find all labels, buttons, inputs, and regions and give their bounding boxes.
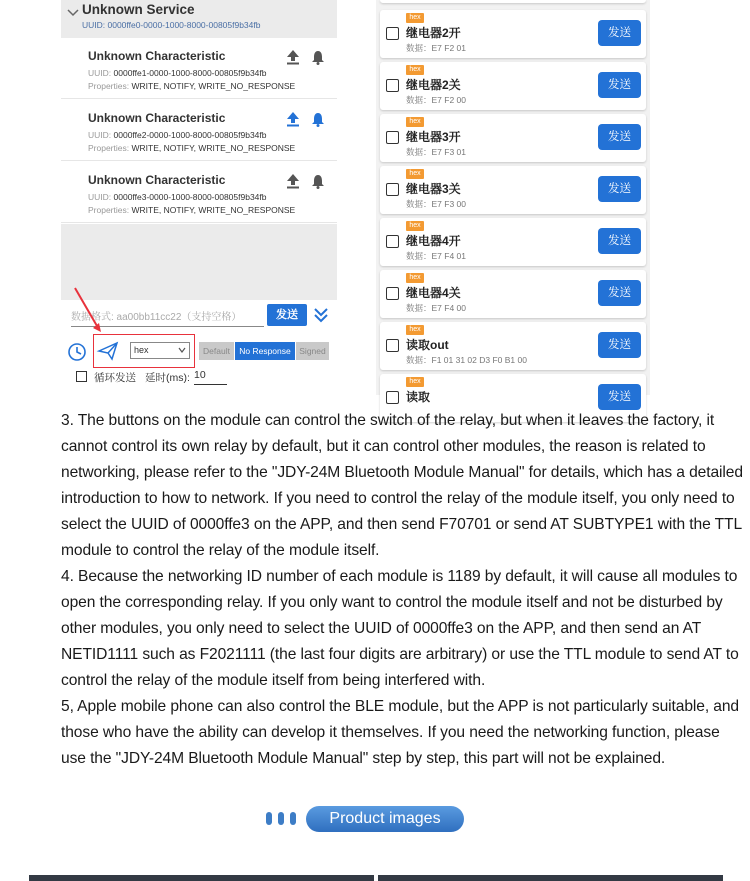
dot: [278, 812, 284, 825]
command-card: [380, 62, 646, 110]
characteristic-name: Unknown Characteristic: [88, 111, 226, 125]
characteristic-name: Unknown Characteristic: [88, 49, 226, 63]
command-name: 继电器4开: [406, 234, 461, 248]
characteristic-name: Unknown Characteristic: [88, 173, 226, 187]
command-send-button[interactable]: 发送: [598, 332, 641, 358]
command-name: 读取: [406, 390, 431, 404]
command-send-button[interactable]: 发送: [598, 72, 641, 98]
service-header[interactable]: [61, 0, 337, 38]
hex-tag: hex: [406, 169, 424, 179]
section-banner: Product images: [306, 806, 464, 832]
format-value: hex: [134, 345, 149, 355]
bell-icon[interactable]: [311, 173, 325, 189]
instructions-text: [61, 408, 745, 772]
delay-input[interactable]: 10: [194, 369, 227, 385]
command-data: 数据：E7 F2 00: [406, 95, 467, 105]
command-send-button[interactable]: 发送: [598, 384, 641, 410]
paragraph: 4. Because the networking ID number of each module is 1189 by default, it will cause all modules to open the corresponding relay. If you only want to control the module itself and not be disturbed by other modules, you only need to select the UUID of 0000ffe3 on the APP, and then send an AT NETID1111 such as F2021111 (the last four digits are arbitrary) or use the TTL module to send AT to control the relay of the module itself from being interfered with.: [61, 568, 739, 689]
write-mode-signed[interactable]: Signed: [296, 342, 329, 360]
command-name: 继电器2关: [406, 78, 461, 92]
hex-tag: hex: [406, 273, 424, 283]
double-chevron-down-icon[interactable]: [313, 306, 329, 324]
command-send-button[interactable]: 发送: [598, 176, 641, 202]
characteristic-properties: Properties: WRITE, NOTIFY, WRITE_NO_RESPONSE: [88, 143, 296, 153]
bell-icon[interactable]: [311, 111, 325, 127]
command-checkbox[interactable]: [386, 79, 399, 92]
command-send-button[interactable]: 发送: [598, 280, 641, 306]
command-checkbox[interactable]: [386, 391, 399, 404]
command-send-button[interactable]: 发送: [598, 20, 641, 46]
command-name: 继电器3开: [406, 130, 461, 144]
command-data: 数据：E7 F3 01: [406, 147, 467, 157]
image-edge-left: [29, 875, 374, 881]
hex-tag: hex: [406, 325, 424, 335]
characteristic-item[interactable]: [61, 100, 337, 161]
data-input[interactable]: 数据格式: aa00bb11cc22（支持空格）: [71, 309, 264, 327]
command-send-button[interactable]: 发送: [598, 228, 641, 254]
annotation-arrow: [61, 280, 121, 340]
chevron-down-icon: [178, 346, 186, 354]
loop-send-checkbox[interactable]: [76, 371, 87, 382]
paragraph: 5, Apple mobile phone can also control the BLE module, but the APP is not particularly suitable, and those who have the ability can develop it themselves. If you need the networking function, please use the "JDY-24M Bluetooth Module Manual" step by step, this part will not be explained.: [61, 698, 740, 767]
paper-plane-icon[interactable]: [97, 340, 119, 362]
write-mode-no-response[interactable]: No Response: [235, 342, 295, 360]
characteristic-uuid: UUID: 0000ffe1-0000-1000-8000-00805f9b34fb: [88, 68, 267, 78]
hex-tag: hex: [406, 13, 424, 23]
chevron-down-icon: [67, 8, 79, 18]
command-data: 数据：E7 F2 01: [406, 43, 467, 53]
upload-icon[interactable]: [286, 173, 300, 189]
upload-icon[interactable]: [286, 111, 300, 127]
command-data: 数据：E7 F4 01: [406, 251, 467, 261]
write-mode-default[interactable]: Default: [199, 342, 234, 360]
characteristic-item[interactable]: [61, 162, 337, 223]
command-checkbox[interactable]: [386, 183, 399, 196]
command-name: 继电器2开: [406, 26, 461, 40]
characteristic-uuid: UUID: 0000ffe3-0000-1000-8000-00805f9b34fb: [88, 192, 267, 202]
service-uuid: UUID: 0000ffe0-0000-1000-8000-00805f9b34fb: [82, 20, 261, 30]
command-card: [380, 322, 646, 370]
loop-send-label: 循环发送: [94, 372, 136, 384]
command-name: 继电器4关: [406, 286, 461, 300]
bell-icon[interactable]: [311, 49, 325, 65]
command-data: 数据：E7 F4 00: [406, 303, 467, 313]
command-checkbox[interactable]: [386, 287, 399, 300]
command-checkbox[interactable]: [386, 235, 399, 248]
command-card: [380, 218, 646, 266]
dot: [290, 812, 296, 825]
clock-icon[interactable]: [67, 342, 87, 362]
characteristic-properties: Properties: WRITE, NOTIFY, WRITE_NO_RESPONSE: [88, 205, 296, 215]
characteristic-properties: Properties: WRITE, NOTIFY, WRITE_NO_RESPONSE: [88, 81, 296, 91]
paragraph: 3. The buttons on the module can control the switch of the relay, but when it leaves the factory, it cannot control its own relay by default, but it can control other modules, the reason is related to networking, please refer to the "JDY-24M Bluetooth Module Manual" for details, which has a detailed introduction to how to network. If you need to control the relay of the module itself, you only need to select the UUID of 0000ffe3 on the APP, and then send F70701 or send AT SUBTYPE1 with the TTL module to control the relay of the module itself.: [61, 412, 743, 559]
dot: [266, 812, 272, 825]
command-card: [380, 166, 646, 214]
image-edge-right: [378, 875, 723, 881]
service-title: Unknown Service: [82, 2, 195, 17]
command-card: [380, 270, 646, 318]
card-partial: [380, 0, 646, 3]
hex-tag: hex: [406, 221, 424, 231]
hex-tag: hex: [406, 377, 424, 387]
format-select[interactable]: [130, 342, 190, 359]
command-checkbox[interactable]: [386, 131, 399, 144]
command-card: [380, 114, 646, 162]
command-checkbox[interactable]: [386, 339, 399, 352]
command-data: 数据：E7 F3 00: [406, 199, 467, 209]
app-screenshot-left: [61, 0, 337, 395]
command-checkbox[interactable]: [386, 27, 399, 40]
command-name: 读取out: [406, 338, 449, 352]
app-screenshot-right: [376, 0, 650, 404]
send-button[interactable]: 发送: [267, 304, 307, 326]
decorative-dots: [266, 812, 300, 826]
characteristic-item[interactable]: [61, 38, 337, 99]
command-data: 数据：F1 01 31 02 D3 F0 B1 00: [406, 355, 527, 365]
characteristic-uuid: UUID: 0000ffe2-0000-1000-8000-00805f9b34fb: [88, 130, 267, 140]
command-send-button[interactable]: 发送: [598, 124, 641, 150]
hex-tag: hex: [406, 65, 424, 75]
command-name: 继电器3关: [406, 182, 461, 196]
command-card: [380, 10, 646, 58]
upload-icon[interactable]: [286, 49, 300, 65]
delay-label: 延时(ms):: [145, 372, 190, 384]
hex-tag: hex: [406, 117, 424, 127]
